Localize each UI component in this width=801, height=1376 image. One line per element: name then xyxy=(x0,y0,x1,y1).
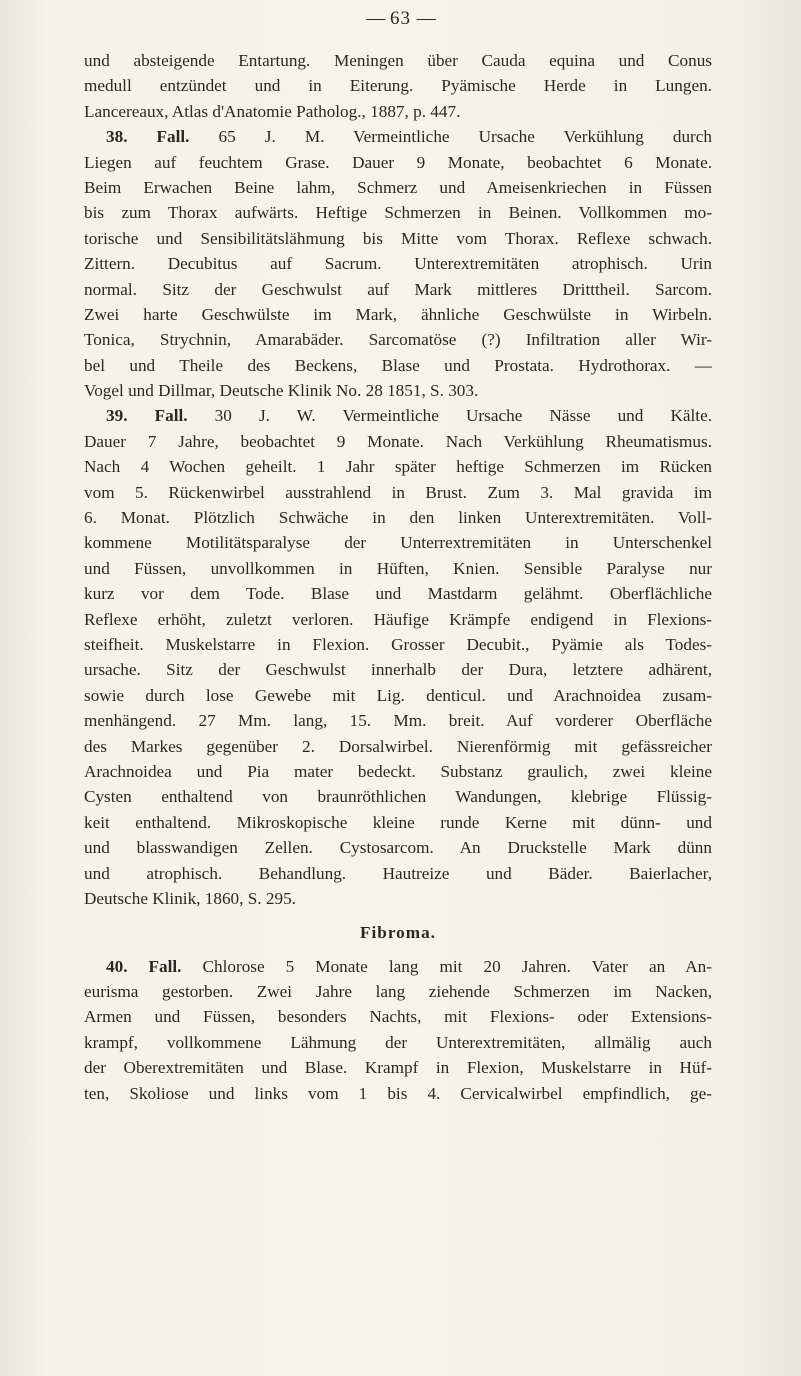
text-line: des Markes gegenüber 2. Dorsalwirbel. Nierenförmig mit gefässreicher xyxy=(84,736,712,756)
text-line: krampf, vollkommene Lähmung der Unterextremitäten, allmälig auch xyxy=(84,1032,712,1052)
text-line: bis zum Thorax aufwärts. Heftige Schmerzen in Beinen. Vollkommen mo- xyxy=(84,203,712,223)
text-line: torische und Sensibilitätslähmung bis Mitte vom Thorax. Reflexe schwach. xyxy=(84,228,712,248)
text-line: ten, Skoliose und links vom 1 bis 4. Cervicalwirbel empfindlich, ge- xyxy=(84,1083,712,1103)
text-line: kommene Motilitätsparalyse der Unterrextremitäten in Unterschenkel xyxy=(84,533,712,553)
text-line: Armen und Füssen, besonders Nachts, mit Flexions- oder Extensions- xyxy=(84,1007,712,1027)
text-line: 65 J. M. Vermeintliche Ursache Verkühlung durch xyxy=(218,127,713,147)
text-line: kurz vor dem Tode. Blase und Mastdarm gelähmt. Oberflächliche xyxy=(84,584,712,604)
text-line: Lancereaux, Atlas d'Anatomie Patholog., 1887, p. 447. xyxy=(84,101,461,121)
page-number: — 63 — xyxy=(366,8,437,29)
text-line: und blasswandigen Zellen. Cystosarcom. An Druckstelle Mark dünn xyxy=(84,838,712,858)
text-line: und absteigende Entartung. Meningen über Cauda equina und Conus xyxy=(84,51,712,70)
section-heading-fibroma: Fibroma. xyxy=(360,923,436,943)
case-40-label: 40. Fall. xyxy=(106,956,182,976)
text-line: Dauer 7 Jahre, beobachtet 9 Monate. Nach Verkühlung Rheumatismus. xyxy=(84,431,712,451)
text-line: 6. Monat. Plötzlich Schwäche in den linken Unterextremitäten. Voll- xyxy=(84,508,712,528)
text-line: Beim Erwachen Beine lahm, Schmerz und Ameisenkriechen in Füssen xyxy=(84,177,712,197)
text-line: Vogel und Dillmar, Deutsche Klinik No. 28 1851, S. 303. xyxy=(84,381,479,401)
text-line: der Oberextremitäten und Blase. Krampf in Flexion, Muskelstarre in Hüf- xyxy=(84,1058,712,1078)
text-line: und Füssen, unvollkommen in Hüften, Knien. Sensible Paralyse nur xyxy=(84,558,712,578)
text-line: Nach 4 Wochen geheilt. 1 Jahr später heftige Schmerzen im Rücken xyxy=(84,457,712,477)
case-38-label: 38. Fall. xyxy=(106,127,190,147)
text-line: vom 5. Rückenwirbel ausstrahlend in Brust. Zum 3. Mal gravida im xyxy=(84,482,712,502)
text-line: Cysten enthaltend von braunröthlichen Wandungen, klebrige Flüssig- xyxy=(84,787,712,807)
text-line: bel und Theile des Beckens, Blase und Prostata. Hydrothorax. — xyxy=(84,355,712,375)
text-line: steifheit. Muskelstarre in Flexion. Grosser Decubit., Pyämie als Todes- xyxy=(84,634,712,654)
page-number-value: 63 xyxy=(390,8,411,29)
text-line: Tonica, Strychnin, Amarabäder. Sarcomatöse (?) Infiltration aller Wir- xyxy=(84,330,712,350)
text-line: sowie durch lose Gewebe mit Lig. denticul. und Arachnoidea zusam- xyxy=(84,685,712,705)
text-line: 30 J. W. Vermeintliche Ursache Nässe und Kälte. xyxy=(214,406,713,426)
text-line: Liegen auf feuchtem Grase. Dauer 9 Monate, beobachtet 6 Monate. xyxy=(84,152,712,172)
case-40-first-line xyxy=(84,954,712,979)
text-line: ursache. Sitz der Geschwulst innerhalb der Dura, letztere adhärent, xyxy=(84,660,712,680)
text-line: Reflexe erhöht, zuletzt verloren. Häufige Krämpfe endigend in Flexions- xyxy=(84,609,712,629)
text-line: Deutsche Klinik, 1860, S. 295. xyxy=(84,888,296,908)
text-line: Chlorose 5 Monate lang mit 20 Jahren. Vater an An- xyxy=(202,956,712,976)
page-body-text xyxy=(84,48,712,1106)
text-line: Zwei harte Geschwülste im Mark, ähnliche Geschwülste in Wirbeln. xyxy=(84,304,712,324)
case-39-first-line xyxy=(84,403,712,428)
text-line: medull entzündet und in Eiterung. Pyämische Herde in Lungen. xyxy=(84,76,712,96)
case-39-label: 39. Fall. xyxy=(106,406,188,426)
text-line: Zittern. Decubitus auf Sacrum. Unterextremitäten atrophisch. Urin xyxy=(84,254,712,274)
text-line: Arachnoidea und Pia mater bedeckt. Substanz graulich, zwei kleine xyxy=(84,761,712,781)
text-line: normal. Sitz der Geschwulst auf Mark mittleres Dritttheil. Sarcom. xyxy=(84,279,712,299)
text-line: keit enthaltend. Mikroskopische kleine runde Kerne mit dünn- und xyxy=(84,812,712,832)
text-line: menhängend. 27 Mm. lang, 15. Mm. breit. Auf vorderer Oberfläche xyxy=(84,711,712,731)
text-line: und atrophisch. Behandlung. Hautreize und Bäder. Baierlacher, xyxy=(84,863,712,883)
text-line: eurisma gestorben. Zwei Jahre lang ziehende Schmerzen im Nacken, xyxy=(84,982,712,1002)
case-38-first-line xyxy=(84,124,712,149)
